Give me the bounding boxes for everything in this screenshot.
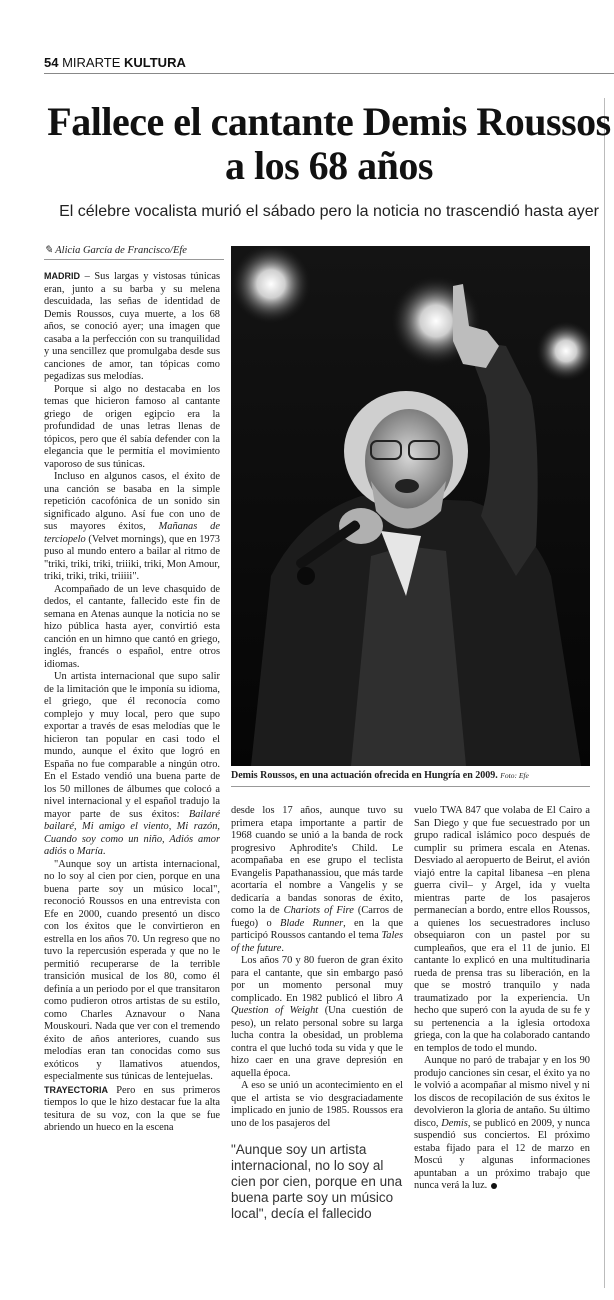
column-divider xyxy=(604,98,605,1288)
paragraph-text: desde los 17 años, aunque tuvo su primera etapa importante a partir de 1968 cuando se unió a la banda de rock progresivo Aphrodite's Child. Le acompañaba en ese grupo el teclista Evangelis Papathanassiou, que más tarde acortaría el nombre a Vangelis y se dedicaría a bandas sonoras de éxito, como la de xyxy=(231,805,403,916)
photo-credit: Foto: Efe xyxy=(500,771,529,780)
paragraph-text: . xyxy=(102,846,106,857)
paragraph-text: – Sus largas y vistosas túnicas eran, junto a su barba y su melena descuidada, las señas de identidad de Demis Roussos, cuya muerte, a los 68 años, se conoció ayer; una imagen que casaba a la perfección con su tranquilidad y una sencillez que promulgaba desde sus canciones de amor, tan tópicas como pegadizas sus melodías. xyxy=(44,271,220,382)
song-titles: Bailaré bailaré, Mi amigo el viento, Mi razón, Cuando soy como un niño, Adiós amor adiós xyxy=(44,808,220,857)
paragraph xyxy=(231,955,403,1080)
paragraph-text: Incluso en algunos casos, el éxito de una canción se basaba en la simple repetición cacofónica de un sonido sin significado alguno. Así fue con uno de sus mayores éxitos, xyxy=(44,471,220,532)
paragraph-text: Pero en sus primeros tiempos lo que le hizo destacar fue la alta tesitura de su voz, con la que se fue abriendo un hueco en la escena xyxy=(44,1084,220,1133)
paragraph-text: . xyxy=(281,942,285,954)
pull-quote: "Aunque soy un artista internacional, no lo soy al cien por cien, porque en una buena parte soy un músico local", decía el fallecido xyxy=(231,1142,403,1221)
concert-photo xyxy=(231,246,590,766)
film-title: Chariots of Fire xyxy=(283,905,354,916)
subsection-name: KULTURA xyxy=(123,55,186,70)
paragraph: vuelo TWA 847 que volaba de El Cairo a San Diego y que fue secuestrado por un grupo radical islámico poco después de cumplir su primera escala en Atenas. Desviado al aeropuerto de Beirut, el avión viajó entre la capital libanesa –en plena guerra civil– y Argel, ida y vuelta mientras parte de los pasajeros permanecían a bordo, entre ellos Roussos, a quienes los secuestradores incluso obsequiaron con un pastel por su cumpleaños, que era el 11 de junio. El cantante lo explicó en una multitudinaria rueda de prensa tras su liberación, en la que se mostró tranquilo y nada traumatizado por la experiencia. Un hecho que superó con la ayuda de su fe y su pertenencia a la iglesia ortodoxa griega, con la que ha colaborado cantando en templos de todo el mundo. xyxy=(414,805,590,1054)
paragraph-text: Los años 70 y 80 fueron de gran éxito para el cantante, que sin embargo pasó por un momento personal muy complicado. En 1982 publicó el libro xyxy=(231,955,403,1004)
song-title: Tales of the future xyxy=(231,930,403,954)
byline-rule xyxy=(44,259,224,260)
end-of-article-icon xyxy=(491,1183,497,1189)
paragraph xyxy=(44,1084,220,1135)
book-title: A Question of Weight xyxy=(231,992,403,1016)
byline-text: Alicia García de Francisco/Efe xyxy=(55,245,187,256)
section-name: MIRARTE xyxy=(62,55,121,70)
header-rule xyxy=(44,73,614,74)
paragraph xyxy=(231,805,403,955)
paragraph xyxy=(414,1055,590,1193)
photo-caption xyxy=(231,770,590,781)
paragraph-text: (Carros de fuego) o xyxy=(231,905,403,929)
page-number: 54 xyxy=(44,55,59,70)
paragraph-text: o xyxy=(66,846,77,857)
concert-photo-icon xyxy=(231,246,590,766)
album-title: Demis xyxy=(441,1117,468,1129)
byline xyxy=(44,244,224,256)
pencil-icon: ✎ xyxy=(44,245,53,256)
song-title: María xyxy=(76,846,103,857)
paragraph: "Aunque soy un artista internacional, no lo soy al cien por cien, porque en una buena parte soy un músico local", reconoció Roussos en una entrevista con Efe en 2000, cuando presentó un disco con los éxitos que le convirtieron en estrella en los años 70. Un regreso que no tuvo la repercusión esperada y que no le permitió recuperarse de la terrible transición musical de los 80, como él definía a un periodo por el que transitaron como pudieron otros artistas de su estilo, como Charles Aznavour o Nana Mouskouri. Nada que ver con el tremendo éxito de años anteriores, cuando sus melodías eran tan conocidas como sus exóticos y llamativos atuendos, especialmente sus túnicas de lentejuelas. xyxy=(44,858,220,1082)
song-title: Mañanas de terciopelo xyxy=(44,521,220,545)
paragraph xyxy=(44,270,220,384)
paragraph-text: Aunque no paró de trabajar y en los 90 produjo canciones sin cesar, el éxito ya no le volvió a acompañar al mismo nivel y ni los discos de recopilación de sus éxitos le devolvieron la gloria de antaño. Su último disco, xyxy=(414,1055,590,1129)
headline: Fallece el cantante Demis Roussos a los 68 años xyxy=(47,99,611,188)
caption-text: Demis Roussos, en una actuación ofrecida en Hungría en 2009. xyxy=(231,770,498,781)
paragraph xyxy=(44,671,220,859)
caption-rule xyxy=(231,786,590,787)
paragraph-text: (Velvet mornings), que en 1973 puso al mundo entero a bailar al ritmo de "triki, triki, triki, triiiki, triki, Mon Amour, triki, triki, triki, triiiii". xyxy=(44,533,220,582)
subheadline: El célebre vocalista murió el sábado pero la noticia no trascendió hasta ayer xyxy=(59,203,599,220)
paragraph-text: , en la que participó Roussos cantando el tema xyxy=(231,917,403,941)
page-header xyxy=(44,55,186,70)
paragraph: A eso se unió un acontecimiento en el que el artista se vio desgraciadamente implicado en junio de 1985. Roussos era uno de los pasajeros del xyxy=(231,1080,403,1129)
article-column-1 xyxy=(44,270,220,1300)
paragraph: Porque si algo no destacaba en los temas que hicieron famoso al cantante griego de origen egipcio era la profundidad de unas letras llenas de tópicos, pero que él sabía defender con la elegancia que le permitía el movimiento vaporoso de sus túnicas. xyxy=(44,383,220,470)
article-column-3 xyxy=(414,805,590,1255)
film-title: Blade Runner xyxy=(279,917,344,929)
paragraph xyxy=(44,471,220,584)
paragraph: Acompañado de un leve chasquido de dedos, el cantante, fallecido este fin de semana en Atenas aunque la noticia no se hizo pública hasta ayer, convirtió esta canción en un himno que cantó en griego, inglés, francés o español, entre otros idiomas. xyxy=(44,583,220,670)
paragraph-text: (Una cuestión de peso), un relato personal sobre su larga lucha contra la obesidad, un problema contra el que luchó toda su vida y que le hizo caer en una grave depresión en aquella época. xyxy=(231,1005,403,1079)
paragraph-text: Un artista internacional que supo salir de la limitación que le imponía su idioma, el griego, que él reconocía como complejo y muy local, pero que supo exportar a través de esas melodías que le hicieron tan popular en casi todo el mundo, aunque el éxito que logró en España no fue comparable a ningún otro. En el Estado vendió una buena parte de los 50 millones de álbumes que colocó a nivel internacional y el español tradujo la mayor parte de sus éxitos: xyxy=(44,671,220,820)
article-column-2 xyxy=(231,805,403,1140)
paragraph-text: , se publicó en 2009, y nunca suspendió sus conciertos. El próximo estaba fijado para el 12 de marzo en Moscú y algunas informaciones apuntaban a un próximo trabajo que nunca verá la luz. xyxy=(414,1117,590,1191)
dateline: MADRID xyxy=(44,271,80,281)
section-kicker: TRAYECTORIA xyxy=(44,1084,109,1095)
